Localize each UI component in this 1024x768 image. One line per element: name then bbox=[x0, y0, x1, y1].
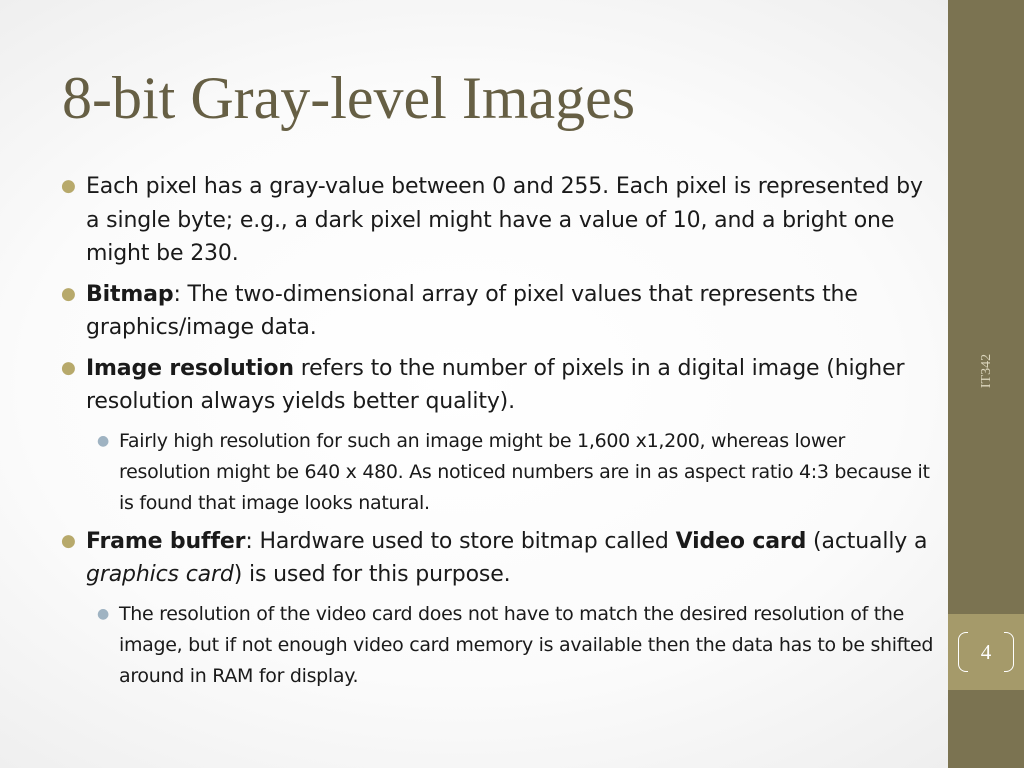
bullet-text: Each pixel has a gray-value between 0 and 255. Each pixel is represented by a single byte; e.g., a dark pixel might have a value of 10, and a bright one might be 230. bbox=[86, 174, 923, 266]
bullet-term: Bitmap bbox=[86, 281, 174, 307]
sub-bullet-resolution-example bbox=[60, 426, 940, 519]
sub-bullet-dot-icon: ● bbox=[97, 605, 109, 622]
sub-bullet-video-card-resolution bbox=[60, 599, 940, 692]
bullet-term: Frame buffer bbox=[86, 528, 246, 554]
slide-body bbox=[60, 170, 940, 698]
bullet-bitmap bbox=[60, 278, 940, 345]
bullet-text: : The two-dimensional array of pixel values that represents the graphics/image data. bbox=[86, 281, 858, 340]
bullet-term-video-card: Video card bbox=[675, 528, 807, 554]
bullet-text: (actually a bbox=[806, 528, 928, 554]
sub-bullet-text: The resolution of the video card does not have to match the desired resolution of the image, but if not enough video card memory is available then the data has to be shifted around in RAM for display. bbox=[119, 602, 934, 687]
sub-bullet-text: Fairly high resolution for such an image might be 1,600 x1,200, whereas lower resolution might be 640 x 480. As noticed numbers are in as aspect ratio 4:3 because it is found that image looks natural. bbox=[119, 429, 930, 514]
bullet-text: refers to the number of pixels in a digital image (higher resolution always yields better quality). bbox=[86, 355, 905, 414]
bullet-text: : Hardware used to store bitmap called bbox=[245, 528, 676, 554]
bullet-term-graphics-card: graphics card bbox=[86, 562, 234, 587]
bullet-term: Image resolution bbox=[86, 355, 294, 381]
bullet-image-resolution bbox=[60, 352, 940, 419]
slide-number: 4 bbox=[980, 639, 992, 664]
bullet-dot-icon: ● bbox=[61, 283, 76, 304]
sub-bullet-dot-icon: ● bbox=[97, 432, 109, 449]
bullet-frame-buffer bbox=[60, 525, 940, 592]
bullet-dot-icon: ● bbox=[61, 176, 76, 196]
bullet-pixel-gray-value bbox=[60, 170, 940, 271]
footer-course-code bbox=[974, 348, 1000, 394]
footer-text: IT342 bbox=[979, 353, 994, 389]
slide-title: 8-bit Gray-level Images bbox=[62, 65, 636, 131]
bullet-dot-icon: ● bbox=[61, 357, 76, 378]
bullet-dot-icon: ● bbox=[61, 530, 76, 551]
bullet-text: ) is used for this purpose. bbox=[233, 562, 511, 587]
slide-number-box bbox=[948, 614, 1024, 690]
